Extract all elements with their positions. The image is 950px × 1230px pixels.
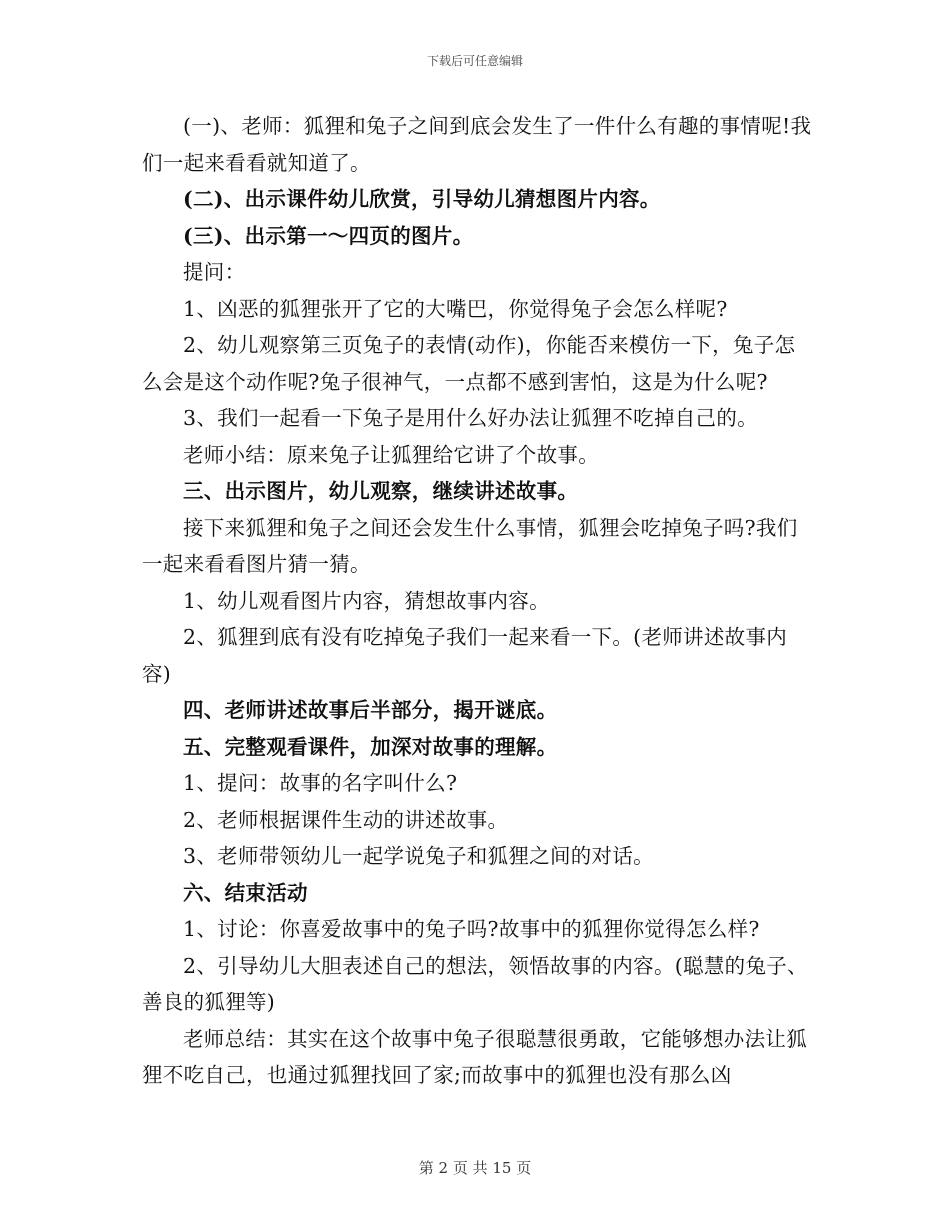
paragraph: 2、引导幼儿大胆表述自己的想法，领悟故事的内容。(聪慧的兔子、善良的狐狸等)	[142, 953, 808, 1014]
paragraph: 1、讨论：你喜爱故事中的兔子吗?故事中的狐狸你觉得怎么样?	[183, 917, 760, 941]
paragraph: 3、我们一起看一下兔子是用什么好办法让狐狸不吃掉自己的。	[183, 406, 758, 430]
paragraph: 1、凶恶的狐狸张开了它的大嘴巴，你觉得兔子会怎么样呢?	[183, 296, 728, 321]
paragraph: 2、幼儿观察第三页兔子的表情(动作)，你能否来模仿一下，兔子怎么会是这个动作呢?兔子很神气，一点都不感到害怕，这是为什么呢?	[142, 333, 796, 394]
paragraph: 1、提问：故事的名字叫什么?	[183, 771, 458, 795]
paragraph: (一)、老师：狐狸和兔子之间到底会发生了一件什么有趣的事情呢!我们一起来看看就知道了。	[142, 114, 812, 175]
paragraph: 接下来狐狸和兔子之间还会发生什么事情，狐狸会吃掉兔子吗?我们一起来看看图片猜一猜。	[142, 515, 798, 576]
section-heading: 六、结束活动	[183, 880, 308, 905]
section-heading: 四、老师讲述故事后半部分，揭开谜底。	[183, 698, 558, 722]
document-body	[142, 108, 812, 1094]
paragraph: (三)、出示第一～四页的图片。	[183, 223, 474, 248]
paragraph: 2、狐狸到底有没有吃掉兔子我们一起来看一下。(老师讲述故事内容)	[142, 625, 788, 686]
paragraph: (二)、出示课件幼儿欣赏，引导幼儿猜想图片内容。	[183, 187, 661, 211]
paragraph: 1、幼儿观看图片内容，猜想故事内容。	[183, 588, 550, 613]
section-heading: 三、出示图片，幼儿观察，继续讲述故事。	[183, 479, 579, 503]
section-heading: 五、完整观看课件，加深对故事的理解。	[183, 734, 558, 759]
page-header: 下载后可任意编辑	[426, 54, 523, 68]
paragraph: 老师总结：其实在这个故事中兔子很聪慧很勇敢，它能够想办法让狐狸不吃自己，也通过狐狸找回了家;而故事中的狐狸也没有那么凶	[142, 1026, 807, 1087]
paragraph: 3、老师带领幼儿一起学说兔子和狐狸之间的对话。	[183, 844, 654, 868]
paragraph: 老师小结：原来兔子让狐狸给它讲了个故事。	[183, 442, 599, 467]
paragraph: 2、老师根据课件生动的讲述故事。	[183, 807, 509, 832]
page-footer: 第 2 页 共 15 页	[418, 1159, 532, 1177]
paragraph: 提问：	[183, 260, 246, 284]
